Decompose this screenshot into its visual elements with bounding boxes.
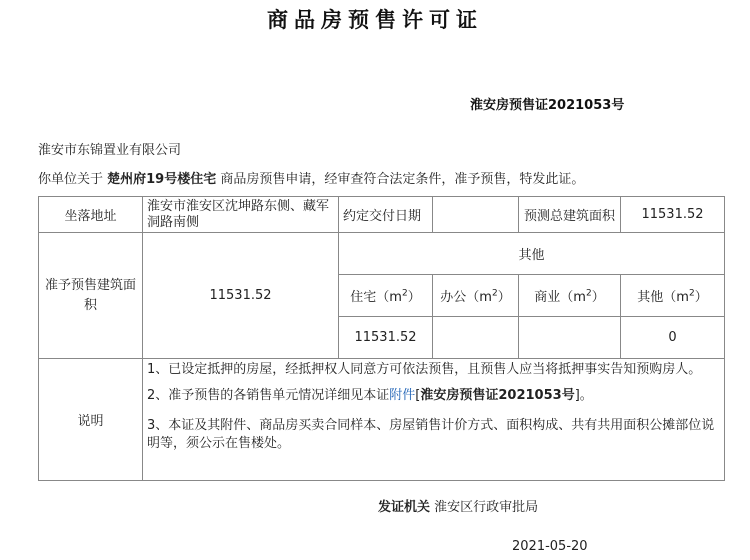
notes-label: 说明 <box>39 359 143 481</box>
permit-ref: 淮安房预售证2021053号 <box>420 388 575 403</box>
location-label: 坐落地址 <box>39 197 143 233</box>
page-title: 商品房预售许可证 <box>267 8 483 32</box>
company-name: 淮安市东锦置业有限公司 <box>38 143 182 158</box>
issuer <box>378 496 538 515</box>
intro-suffix: 商品房预售申请，经审查符合法定条件，准予预售，特发此证。 <box>216 172 585 187</box>
note-3: 3、本证及其附件、商品房买卖合同样本、房屋销售计价方式、面积构成、共有共用面积公摊部位说明等，须公示在售楼处。 <box>147 418 715 451</box>
note-2: 2、准予预售的各销售单元情况详细见本证附件[淮安房预售证2021053号]。 <box>147 388 593 403</box>
note-1: 1、已设定抵押的房屋，经抵押权人同意方可依法预售，且预售人应当将抵押事实告知预购房人。 <box>147 362 702 377</box>
attachment-link[interactable]: 附件 <box>389 388 416 403</box>
issuer-value: 淮安区行政审批局 <box>434 500 539 515</box>
intro-text <box>38 168 584 187</box>
other-value: 0 <box>621 317 725 359</box>
estimated-area-value: 11531.52 <box>621 197 725 233</box>
residential-value: 11531.52 <box>339 317 433 359</box>
issue-date: 2021-05-20 <box>512 539 588 554</box>
approved-area-label: 准予预售建筑面积 <box>39 233 143 359</box>
notes-content <box>143 359 725 481</box>
commercial-value <box>519 317 621 359</box>
delivery-date-value <box>433 197 519 233</box>
permit-table <box>38 196 725 481</box>
col-other: 其他$(m^2)$ <box>621 275 725 317</box>
estimated-area-label: 预测总建筑面积 <box>519 197 621 233</box>
office-value <box>433 317 519 359</box>
intro-prefix: 你单位关于 <box>38 172 108 187</box>
delivery-date-label: 约定交付日期 <box>339 197 433 233</box>
issuer-label: 发证机关 <box>378 500 431 515</box>
certificate-number: 淮安房预售证2021053号 <box>470 98 625 113</box>
col-residential: 住宅$(m^2)$ <box>339 275 433 317</box>
approved-area-value: 11531.52 <box>143 233 339 359</box>
project-name: 楚州府19号楼住宅 <box>107 172 217 187</box>
location-value: 淮安市淮安区沈坤路东侧、藏军洞路南侧 <box>143 197 339 233</box>
col-office: 办公$(m^2)$ <box>433 275 519 317</box>
col-commercial: 商业$(m^2)$ <box>519 275 621 317</box>
other-header: 其他 <box>339 233 725 275</box>
